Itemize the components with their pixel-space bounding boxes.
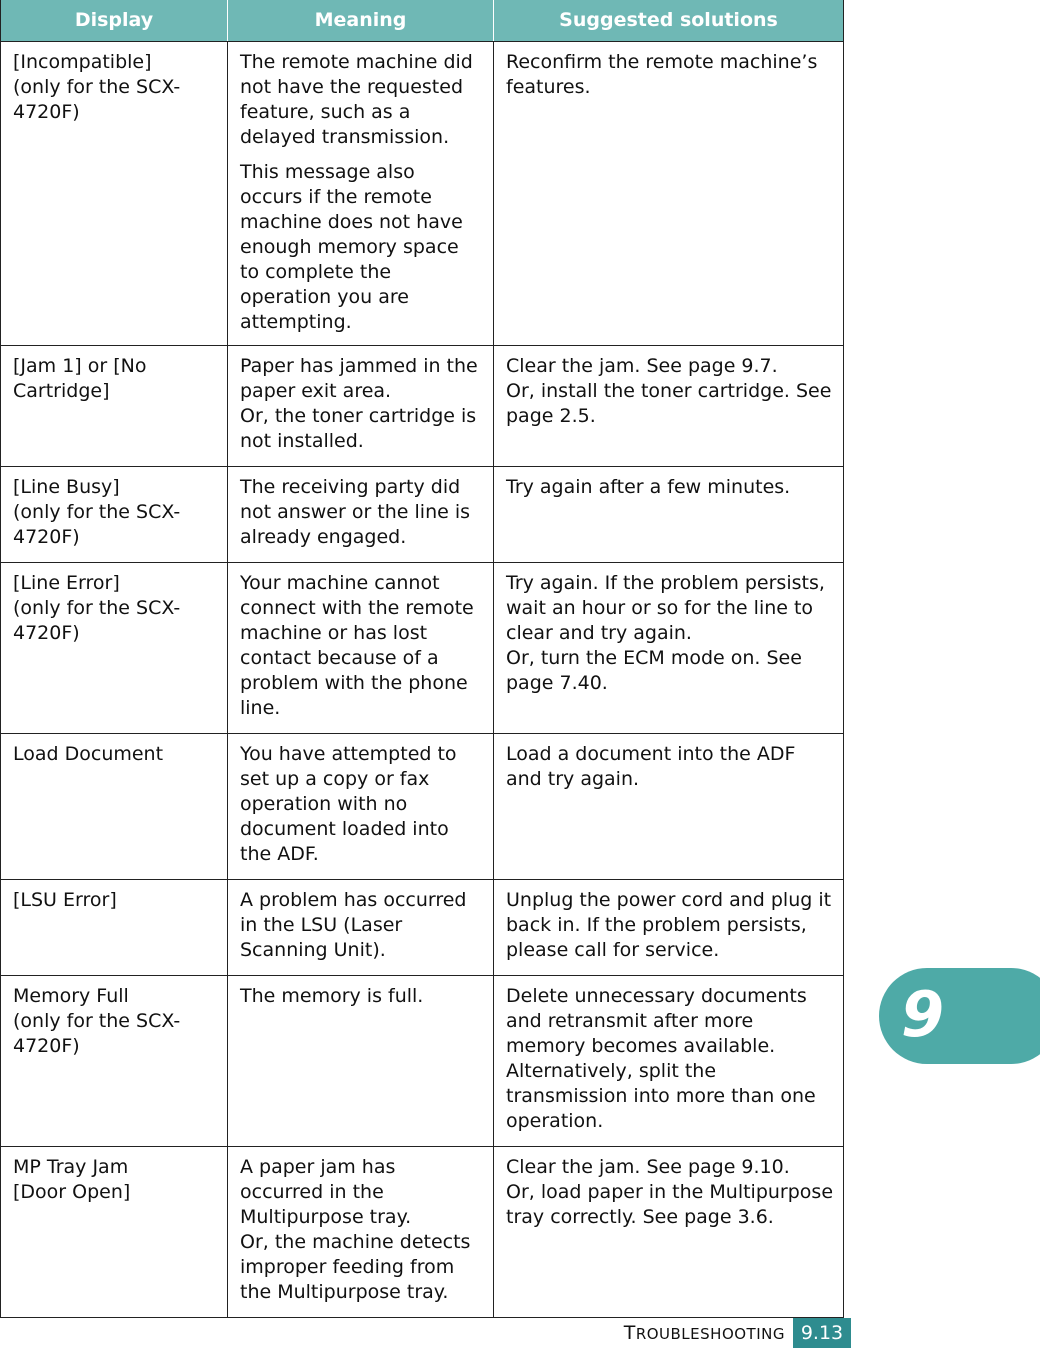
solution-cell [494, 563, 844, 734]
footer-section-label [624, 1322, 785, 1344]
header-meaning: Meaning [228, 0, 494, 42]
display-text: MP Tray Jam [Door Open] [13, 1156, 131, 1203]
footer-section-initial: T [623, 1322, 636, 1344]
meaning-cell [228, 976, 494, 1147]
chapter-tab [879, 968, 1040, 1064]
meaning-text: The receiving party did not answer or the line is already engaged. [240, 476, 471, 548]
table-row [1, 976, 844, 1147]
display-cell [1, 346, 228, 467]
meaning-cell [228, 467, 494, 563]
footer-section-rest: ROUBLESHOOTING [635, 1325, 785, 1343]
solution-cell [494, 1147, 844, 1318]
meaning-text: Paper has jammed in the paper exit area. Or, the toner cartridge is not installed. [240, 355, 478, 452]
meaning-text: Your machine cannot connect with the remote machine or has lost contact because of a problem with the phone line. [240, 572, 474, 719]
meaning-cell [228, 880, 494, 976]
meaning-text: You have attempted to set up a copy or fax operation with no document loaded into the ADF. [240, 743, 457, 865]
meaning-cell [228, 1147, 494, 1318]
display-text: Memory Full (only for the SCX-4720F) [13, 985, 181, 1057]
solution-text: Try again after a few minutes. [506, 476, 791, 498]
display-cell [1, 563, 228, 734]
solution-cell [494, 346, 844, 467]
display-cell [1, 467, 228, 563]
solution-text: Unplug the power cord and plug it back in. If the problem persists, please call for service. [506, 889, 832, 961]
solution-cell [494, 734, 844, 880]
display-text: [Line Error] (only for the SCX-4720F) [13, 572, 181, 644]
display-text: [Incompatible] (only for the SCX-4720F) [13, 51, 181, 123]
solution-text: Try again. If the problem persists, wait an hour or so for the line to clear and try again. Or, turn the ECM mode on. See page 7.40. [506, 572, 825, 694]
display-cell [1, 42, 228, 346]
meaning-cell [228, 563, 494, 734]
meaning-text: The memory is full. [240, 985, 424, 1007]
display-text: [LSU Error] [13, 889, 117, 911]
solution-text: Clear the jam. See page 9.7. Or, install the toner cartridge. See page 2.5. [506, 355, 832, 427]
meaning-text: The remote machine did not have the requested feature, such as a delayed transmission. [240, 51, 473, 148]
display-cell [1, 880, 228, 976]
display-text: [Line Busy] (only for the SCX-4720F) [13, 476, 181, 548]
solution-cell [494, 976, 844, 1147]
solution-text: Clear the jam. See page 9.10. Or, load paper in the Multipurpose tray correctly. See page 3.6. [506, 1156, 834, 1228]
display-text: Load Document [13, 743, 164, 765]
table-row [1, 563, 844, 734]
meaning-cell [228, 734, 494, 880]
solution-cell [494, 467, 844, 563]
solution-cell [494, 880, 844, 976]
table-header-row [1, 0, 844, 42]
display-text: [Jam 1] or [No Cartridge] [13, 355, 147, 402]
meaning-cell [228, 42, 494, 346]
page-number: 9.13 [793, 1318, 851, 1348]
table-row [1, 467, 844, 563]
solution-text: Reconfirm the remote machine’s features. [506, 51, 818, 98]
table-row [1, 734, 844, 880]
meaning-text: A problem has occurred in the LSU (Laser Scanning Unit). [240, 889, 467, 961]
solution-text: Delete unnecessary documents and retransmit after more memory becomes available. Alternatively, split the transmission into more than one operation. [506, 985, 816, 1132]
meaning-text: This message also occurs if the remote machine does not have enough memory space to complete the operation you are attempting. [240, 161, 463, 333]
table-row [1, 880, 844, 976]
meaning-text: A paper jam has occurred in the Multipurpose tray. Or, the machine detects improper feeding from the Multipurpose tray. [240, 1156, 471, 1303]
header-suggested-solutions: Suggested solutions [494, 0, 844, 42]
display-cell [1, 734, 228, 880]
table-row [1, 1147, 844, 1318]
table-row [1, 42, 844, 346]
meaning-cell [228, 346, 494, 467]
display-cell [1, 976, 228, 1147]
chapter-number: 9 [901, 978, 945, 1051]
solution-text: Load a document into the ADF and try again. [506, 743, 796, 790]
table-row [1, 346, 844, 467]
solution-cell [494, 42, 844, 346]
header-display: Display [1, 0, 228, 42]
display-cell [1, 1147, 228, 1318]
